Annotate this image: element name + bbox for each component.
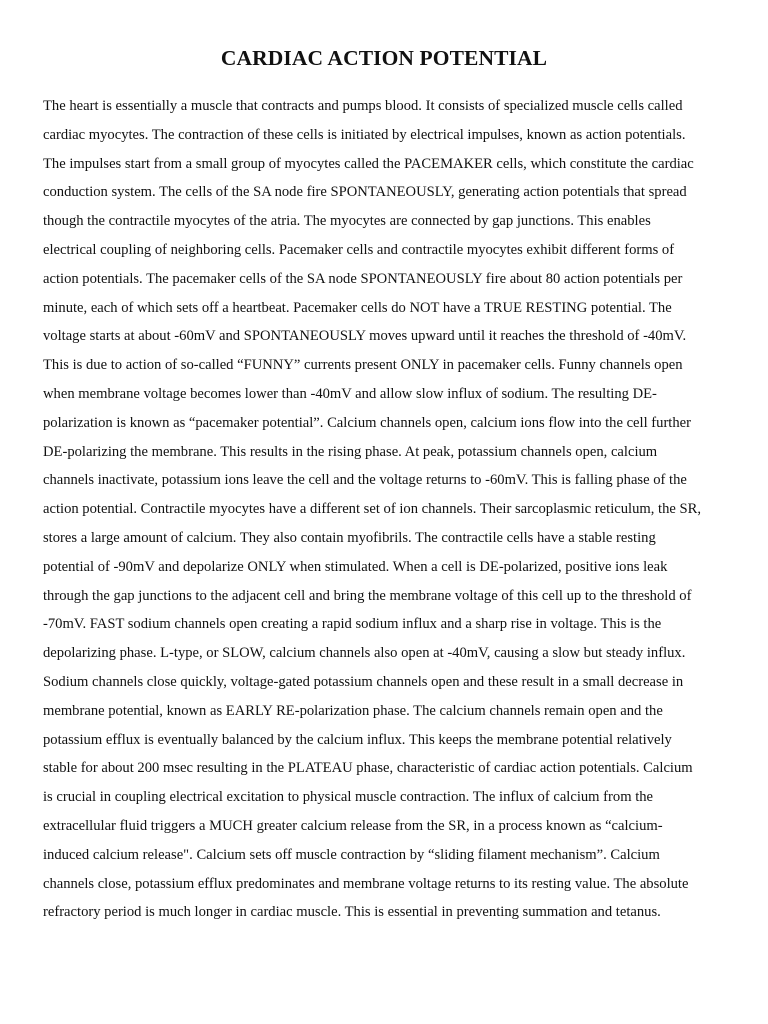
text-line: potassium efflux is eventually balanced by the calcium influx. This keeps the membrane potential relatively <box>43 731 672 748</box>
text-line: voltage starts at about -60mV and SPONTANEOUSLY moves upward until it reaches the threshold of -40mV. <box>43 328 687 345</box>
text-line: stable for about 200 msec resulting in the PLATEAU phase, characteristic of cardiac action potentials. Calcium <box>43 760 693 777</box>
text-line: DE-polarizing the membrane. This results in the rising phase. At peak, potassium channels open, calcium <box>43 443 658 460</box>
text-line: electrical coupling of neighboring cells. Pacemaker cells and contractile myocytes exhibit different forms of <box>43 241 675 258</box>
text-line: action potential. Contractile myocytes have a different set of ion channels. Their sarcoplasmic reticulum, the SR, <box>43 501 702 518</box>
text-line: is crucial in coupling electrical excitation to physical muscle contraction. The influx of calcium from the <box>43 789 654 806</box>
text-line: though the contractile myocytes of the atria. The myocytes are connected by gap junctions. This enables <box>43 213 651 230</box>
text-line: stores a large amount of calcium. They also contain myofibrils. The contractile cells have a stable resting <box>43 529 656 546</box>
text-line: -70mV. FAST sodium channels open creating a rapid sodium influx and a sharp rise in voltage. This is the <box>43 616 662 633</box>
text-line: conduction system. The cells of the SA node fire SPONTANEOUSLY, generating action potentials that spread <box>43 184 687 201</box>
text-line: polarization is known as “pacemaker potential”. Calcium channels open, calcium ions flow into the cell further <box>43 414 691 431</box>
text-line: channels inactivate, potassium ions leave the cell and the voltage returns to -60mV. This is falling phase of the <box>43 472 687 489</box>
text-line: refractory period is much longer in cardiac muscle. This is essential in preventing summation and tetanus. <box>43 904 661 921</box>
text-line: membrane potential, known as EARLY RE-polarization phase. The calcium channels remain open and the <box>43 702 663 719</box>
text-line: induced calcium release". Calcium sets off muscle contraction by “sliding filament mechanism”. Calcium <box>43 846 660 863</box>
text-line: The heart is essentially a muscle that contracts and pumps blood. It consists of specialized muscle cells called <box>43 98 683 114</box>
document-title: CARDIAC ACTION POTENTIAL <box>220 46 548 70</box>
text-line: This is due to action of so-called “FUNNY” currents present ONLY in pacemaker cells. Funny channels open <box>43 357 683 374</box>
text-line: potential of -90mV and depolarize ONLY when stimulated. When a cell is DE-polarized, positive ions leak <box>43 558 668 575</box>
text-line: channels close, potassium efflux predominates and membrane voltage returns to its resting value. The absolute <box>43 875 689 892</box>
text-line: depolarizing phase. L-type, or SLOW, calcium channels also open at -40mV, causing a slow but steady influx. <box>43 645 686 662</box>
body-paragraph <box>43 92 733 927</box>
text-line: extracellular fluid triggers a MUCH greater calcium release from the SR, in a process known as “calcium- <box>43 817 663 834</box>
text-line: through the gap junctions to the adjacent cell and bring the membrane voltage of this cell up to the threshold of <box>43 587 692 604</box>
text-line: The impulses start from a small group of myocytes called the PACEMAKER cells, which constitute the cardiac <box>43 155 694 172</box>
text-line: Sodium channels close quickly, voltage-gated potassium channels open and these result in a small decrease in <box>43 673 684 690</box>
text-line: cardiac myocytes. The contraction of these cells is initiated by electrical impulses, known as action potentials. <box>43 126 686 143</box>
text-line: action potentials. The pacemaker cells of the SA node SPONTANEOUSLY fire about 80 action potentials per <box>43 270 683 287</box>
text-line: minute, each of which sets off a heartbeat. Pacemaker cells do NOT have a TRUE RESTING potential. The <box>43 299 672 316</box>
text-line: when membrane voltage becomes lower than -40mV and allow slow influx of sodium. The resulting DE- <box>43 385 657 402</box>
